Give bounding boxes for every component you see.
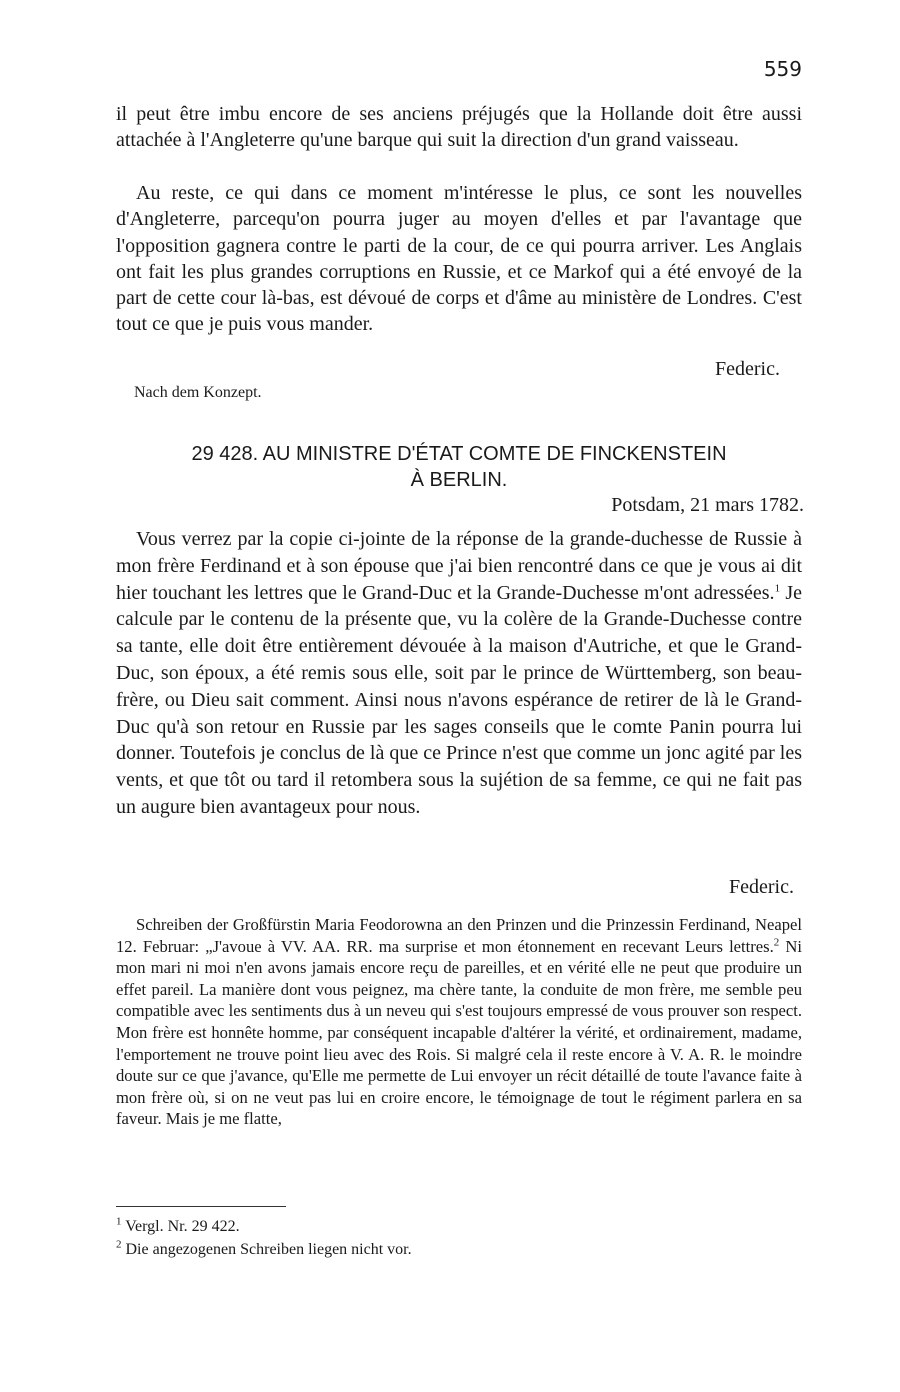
footnote-ref-2: 2 (773, 936, 780, 949)
footnote-2 (116, 1239, 412, 1261)
footnote-1-mark: 1 (116, 1215, 122, 1228)
commentary-note (116, 914, 802, 1130)
letter-text-part1: Vous verrez par la copie ci-jointe de la réponse de la grande-duchesse de Russie à mon frère Ferdinand et à son épouse que j'ai bien rencontré dans ce que je vous ai dit hier touchant les lettres que le Grand-Duc et la Grande-Duchesse m'ont adressées. (116, 528, 802, 604)
footnote-1-text: Vergl. Nr. 29 422. (121, 1218, 240, 1235)
letter-text-part2: Je calcule par le contenu de la présente que, vu la colère de la Grande-Duchesse contre sa tante, elle doit être entièrement dévouée à la maison d'Autriche, et que le Grand-Duc, son époux, a été remis sous elle, soit par le prince de Württemberg, son beau-frère, ou Dieu sait comment. Ainsi nous n'avons espérance de retirer de là le Grand-Duc qu'à son retour en Russie par les sages conseils que le comte Panin pourra lui donner. Toutefois je conclus de là que ce Prince n'est que comme un jonc agité par les vents, et que tôt ou tard il retombera sous la sujétion de sa femme, ce qui ne fait pas un augure bien avantageux pour nous. (116, 581, 802, 818)
footnote-1 (116, 1216, 240, 1238)
note-text-part1: Schreiben der Großfürstin Maria Feodorowna an den Prinzen und die Prinzessin Ferdinand, Neapel 12. Februar: „J'avoue à VV. AA. RR. ma surprise et mon étonnement en recevant Leurs lettres. (116, 915, 802, 956)
note-text-part2: Ni mon mari ni moi n'en avons jamais encore reçu de pareilles, et en vérité elle ne peut que produire un effet pareil. La manière dont vous peignez, ma chère tante, la conduite de mon frère, me semble peu compatible avec les sentiments dus à un neveu qui s'est toujours empressé de vous prouver son respect. Mon frère est honnête homme, par conséquent incapable d'altérer la vérité, et ordinairement, madame, l'emportement ne trouve point lieu avec des Rois. Si malgré cela il reste encore à V. A. R. le moindre doute sur ce que j'avance, qu'Elle me permette de Lui envoyer un récit détaillé de toute l'avance faite à mon frère où, si on ne veut pas lui en croire encore, le témoignage de tout le régiment parlera en sa faveur. Mais je me flatte, (116, 936, 802, 1129)
footnote-divider (116, 1206, 286, 1207)
footnote-2-mark: 2 (116, 1238, 122, 1251)
letter-body (116, 526, 802, 821)
dateline: Potsdam, 21 mars 1782. (611, 494, 804, 516)
letter-heading-line2: À BERLIN. (410, 469, 508, 491)
footnote-ref-1: 1 (774, 581, 781, 594)
letter-heading-line1: 29 428. AU MINISTRE D'ÉTAT COMTE DE FINCKENSTEIN (191, 443, 727, 465)
page-number: 559 (763, 57, 802, 81)
footnote-2-text: Die angezogenen Schreiben liegen nicht vor. (121, 1241, 412, 1258)
signature-1: Federic. (715, 358, 780, 380)
signature-2: Federic. (729, 876, 794, 898)
source-note: Nach dem Konzept. (134, 384, 262, 401)
paragraph-2: Au reste, ce qui dans ce moment m'intéresse le plus, ce sont les nouvelles d'Angleterre, parcequ'on pourra juger au moyen d'elles et par l'avantage que l'opposition gagnera contre le parti de la cour, de ce qui pourra arriver. Les Anglais ont fait les plus grandes corruptions en Russie, et ce Markof qui a été envoyé de la part de cette cour là-bas, est dévoué de corps et d'âme au ministère de Londres. C'est tout ce que je puis vous mander. (116, 182, 802, 336)
paragraph-continuation: il peut être imbu encore de ses anciens préjugés que la Hollande doit être aussi attachée à l'Angleterre qu'une barque qui suit la direction d'un grand vaisseau. (116, 103, 802, 152)
